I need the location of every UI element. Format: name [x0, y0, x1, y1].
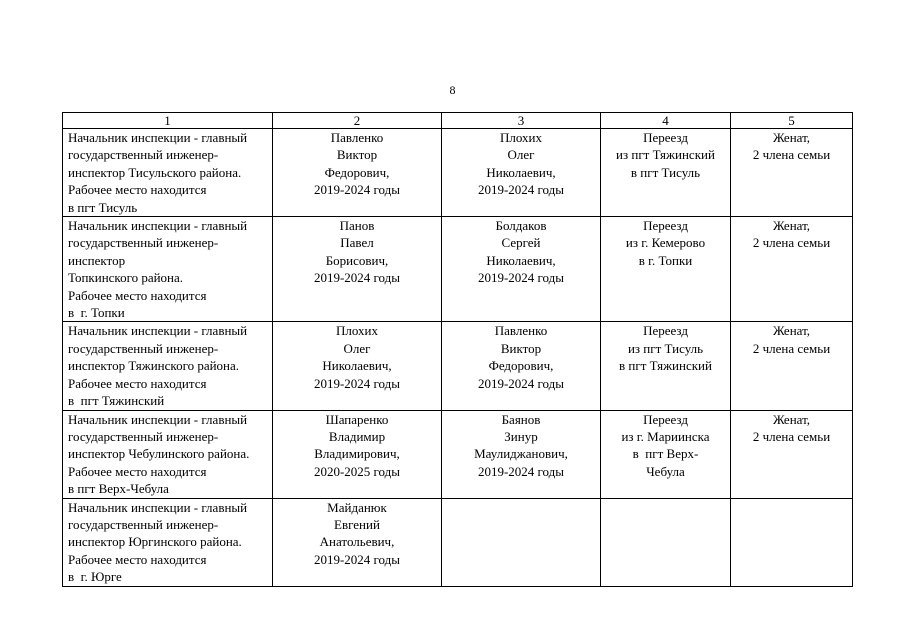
cell-line: в г. Юрге: [68, 569, 122, 585]
cell-line: Женат,: [772, 411, 811, 427]
cell-line: государственный инженер-: [68, 235, 219, 251]
table-row: [63, 322, 853, 410]
relocation-cell: [601, 322, 731, 410]
column-header: 3: [442, 113, 601, 129]
cell-line: 2019-2024 годы: [313, 551, 401, 567]
cell-line: Рабочее место находится: [68, 182, 207, 198]
cell-line: 2019-2024 годы: [477, 182, 565, 198]
cell-line: в пгт Тисуль: [630, 164, 701, 180]
cell-line: Олег: [507, 147, 535, 163]
position-cell: [63, 322, 273, 410]
family-status-cell: [731, 322, 853, 410]
column-header: 1: [63, 113, 273, 129]
cell-line: 2 члена семьи: [752, 147, 831, 163]
cell-line: Начальник инспекции - главный: [68, 130, 248, 145]
cell-line: Женат,: [772, 130, 811, 145]
cell-line: Болдаков: [495, 218, 547, 234]
cell-line: Плохих: [499, 130, 542, 145]
relocation-cell: [601, 410, 731, 498]
successor-cell: [442, 129, 601, 217]
successor-cell: [442, 322, 601, 410]
cell-line: Владимир: [328, 428, 386, 444]
current-holder-cell: [273, 498, 442, 586]
cell-line: Виктор: [500, 340, 542, 356]
cell-line: 2019-2024 годы: [477, 375, 565, 391]
cell-line: Зинур: [504, 428, 538, 444]
cell-line: инспектор Юргинского района.: [68, 534, 242, 550]
cell-line: Начальник инспекции - главный: [68, 323, 248, 339]
cell-line: в г. Топки: [638, 252, 693, 268]
cell-line: 2020-2025 годы: [313, 463, 401, 479]
cell-line: Плохих: [335, 323, 378, 339]
cell-line: из г. Кемерово: [625, 235, 706, 251]
family-status-cell: [731, 217, 853, 322]
current-holder-cell: [273, 217, 442, 322]
relocation-cell: [601, 498, 731, 586]
personnel-table: [62, 112, 853, 587]
cell-line: Женат,: [772, 323, 811, 339]
cell-line: Женат,: [772, 218, 811, 234]
family-status-cell: [731, 498, 853, 586]
cell-line: Панов: [339, 218, 375, 234]
cell-line: в пгт Тяжинский: [619, 358, 712, 374]
cell-line: 2019-2024 годы: [313, 270, 401, 286]
successor-cell: [442, 410, 601, 498]
cell-line: Федорович,: [324, 164, 390, 180]
cell-line: Начальник инспекции - главный: [68, 499, 248, 515]
cell-line: государственный инженер-: [68, 340, 219, 356]
current-holder-cell: [273, 322, 442, 410]
cell-line: 2019-2024 годы: [313, 375, 401, 391]
cell-line: Маулиджанович,: [474, 446, 568, 462]
table-body: [63, 129, 853, 587]
cell-line: Виктор: [336, 147, 378, 163]
cell-line: Чебула: [646, 463, 685, 479]
family-status-cell: [731, 129, 853, 217]
cell-line: Павел: [340, 235, 374, 251]
cell-line: Рабочее место находится: [68, 287, 207, 303]
cell-line: Сергей: [501, 235, 541, 251]
relocation-cell: [601, 129, 731, 217]
cell-line: инспектор Тисульского района.: [68, 164, 242, 180]
relocation-cell: [601, 217, 731, 322]
cell-line: Федорович,: [488, 358, 554, 374]
cell-line: Переезд: [643, 218, 688, 234]
table-row: [63, 498, 853, 586]
table-row: [63, 129, 853, 217]
cell-line: Николаевич,: [486, 252, 556, 268]
position-cell: [63, 410, 273, 498]
table-row: [63, 410, 853, 498]
cell-line: в пгт Тисуль: [68, 199, 138, 215]
cell-line: 2019-2024 годы: [313, 182, 401, 198]
cell-line: 2 члена семьи: [752, 340, 831, 356]
position-cell: [63, 498, 273, 586]
cell-line: Павленко: [330, 130, 384, 145]
cell-line: Евгений: [334, 516, 380, 532]
cell-line: Рабочее место находится: [68, 551, 207, 567]
cell-line: в пгт Верх-Чебула: [68, 481, 169, 497]
cell-line: Борисович,: [325, 252, 389, 268]
cell-line: Переезд: [643, 323, 688, 339]
page-number: 8: [449, 83, 456, 97]
cell-line: Рабочее место находится: [68, 463, 207, 479]
cell-line: Владимирович,: [314, 446, 400, 462]
column-header: 5: [731, 113, 853, 129]
position-cell: [63, 129, 273, 217]
cell-line: 2 члена семьи: [752, 428, 831, 444]
cell-line: из пгт Тяжинский: [616, 147, 715, 163]
current-holder-cell: [273, 129, 442, 217]
cell-line: в г. Топки: [68, 305, 125, 321]
cell-line: Топкинского района.: [68, 270, 184, 286]
cell-line: в пгт Верх-: [632, 446, 699, 462]
cell-line: Переезд: [643, 130, 688, 145]
cell-line: Олег: [343, 340, 371, 356]
position-cell: [63, 217, 273, 322]
cell-line: 2019-2024 годы: [477, 270, 565, 286]
cell-line: 2 члена семьи: [752, 235, 831, 251]
cell-line: Майданюк: [327, 499, 387, 515]
cell-line: инспектор Тяжинского района.: [68, 358, 240, 374]
cell-line: Анатольевич,: [319, 534, 395, 550]
cell-line: Николаевич,: [486, 164, 556, 180]
table-row: [63, 217, 853, 322]
cell-line: инспектор: [68, 252, 126, 268]
successor-cell: [442, 498, 601, 586]
cell-line: в пгт Тяжинский: [68, 393, 165, 409]
cell-line: Начальник инспекции - главный: [68, 411, 248, 427]
successor-cell: [442, 217, 601, 322]
cell-line: Рабочее место находится: [68, 375, 207, 391]
cell-line: Начальник инспекции - главный: [68, 218, 248, 234]
cell-line: государственный инженер-: [68, 147, 219, 163]
cell-line: Павленко: [494, 323, 548, 339]
column-header: 2: [273, 113, 442, 129]
cell-line: из пгт Тисуль: [627, 340, 704, 356]
cell-line: инспектор Чебулинского района.: [68, 446, 250, 462]
cell-line: государственный инженер-: [68, 516, 219, 532]
column-header: 4: [601, 113, 731, 129]
current-holder-cell: [273, 410, 442, 498]
cell-line: из г. Мариинска: [621, 428, 710, 444]
cell-line: Баянов: [501, 411, 541, 427]
cell-line: Шапаренко: [325, 411, 389, 427]
cell-line: 2019-2024 годы: [477, 463, 565, 479]
cell-line: Николаевич,: [322, 358, 392, 374]
cell-line: Переезд: [643, 411, 688, 427]
cell-line: государственный инженер-: [68, 428, 219, 444]
family-status-cell: [731, 410, 853, 498]
table-header-row: [63, 113, 853, 129]
